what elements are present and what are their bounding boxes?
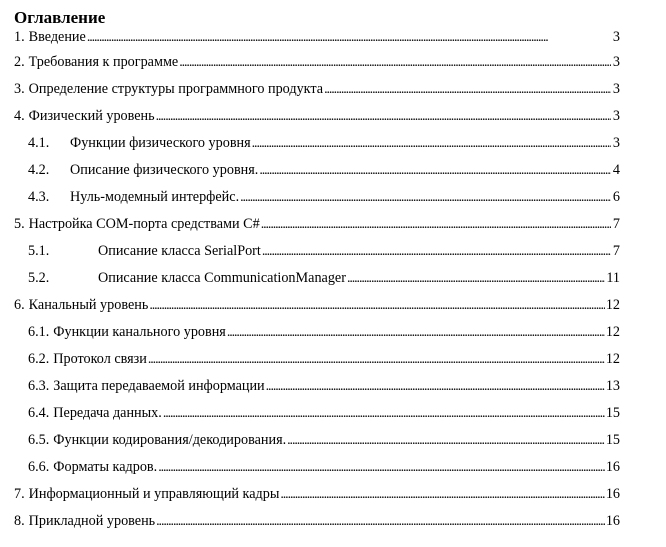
toc-entry[interactable] bbox=[14, 324, 620, 351]
toc-entry-label bbox=[28, 459, 157, 476]
toc-entry-number: 1. bbox=[14, 29, 25, 45]
toc-entry[interactable] bbox=[14, 378, 620, 405]
toc-entry-text: Защита передаваемой информации bbox=[53, 378, 265, 394]
toc-entry-number: 6.5. bbox=[28, 432, 50, 448]
toc-page-number: 16 bbox=[605, 459, 620, 475]
toc-entry-text: Функции канального уровня bbox=[53, 324, 226, 340]
toc-entry[interactable] bbox=[14, 243, 620, 270]
table-of-contents bbox=[14, 8, 620, 540]
toc-entry-text: Описание класса CommunicationManager bbox=[98, 270, 346, 286]
toc-dot-leader bbox=[156, 109, 611, 125]
toc-entry-label bbox=[14, 297, 148, 314]
toc-entry-text: Нуль-модемный интерфейс. bbox=[70, 189, 240, 205]
toc-entry-text: Прикладной уровень bbox=[28, 513, 156, 529]
toc-page-number: 12 bbox=[605, 297, 620, 313]
toc-entry-number: 6.2. bbox=[28, 351, 50, 367]
toc-page-number: 3 bbox=[612, 29, 620, 45]
toc-page-number: 3 bbox=[612, 54, 620, 70]
toc-entry-label bbox=[28, 270, 346, 287]
toc-entry[interactable] bbox=[14, 162, 620, 189]
toc-dot-leader bbox=[87, 30, 611, 46]
toc-entry[interactable] bbox=[14, 54, 620, 81]
toc-entry[interactable] bbox=[14, 216, 620, 243]
toc-page-number: 6 bbox=[612, 189, 620, 205]
toc-page-number: 15 bbox=[605, 405, 620, 421]
toc-dot-leader bbox=[148, 352, 605, 368]
toc-dot-leader bbox=[324, 82, 611, 98]
toc-entry[interactable] bbox=[14, 270, 620, 297]
toc-entry[interactable] bbox=[14, 486, 620, 513]
toc-entry-text: Требования к программе bbox=[28, 54, 179, 70]
toc-dot-leader bbox=[156, 514, 605, 530]
toc-entry-label bbox=[28, 189, 239, 206]
toc-page-number: 13 bbox=[605, 378, 620, 394]
toc-entry[interactable] bbox=[14, 459, 620, 486]
toc-page-number: 12 bbox=[605, 351, 620, 367]
toc-entry-label bbox=[14, 108, 155, 125]
toc-entry-label bbox=[14, 513, 155, 530]
toc-entry-text: Информационный и управляющий кадры bbox=[28, 486, 280, 502]
toc-list bbox=[14, 29, 620, 540]
toc-entry-number: 4.1. bbox=[28, 135, 50, 151]
toc-entry-text: Определение структуры программного продукта bbox=[28, 81, 324, 97]
toc-entry[interactable] bbox=[14, 29, 620, 54]
toc-dot-leader bbox=[287, 433, 605, 449]
toc-entry-label bbox=[28, 405, 162, 422]
toc-dot-leader bbox=[158, 460, 605, 476]
toc-page-number: 11 bbox=[606, 270, 620, 286]
toc-dot-leader bbox=[259, 163, 611, 179]
toc-entry-label bbox=[28, 324, 226, 341]
toc-entry-text: Форматы кадров. bbox=[53, 459, 158, 475]
toc-page-number: 3 bbox=[612, 81, 620, 97]
toc-entry-number: 6.6. bbox=[28, 459, 50, 475]
toc-entry-number: 4.3. bbox=[28, 189, 50, 205]
toc-entry-label bbox=[28, 243, 261, 260]
toc-entry[interactable] bbox=[14, 432, 620, 459]
toc-entry[interactable] bbox=[14, 81, 620, 108]
toc-entry-number: 4. bbox=[14, 108, 25, 124]
toc-entry[interactable] bbox=[14, 135, 620, 162]
toc-dot-leader bbox=[240, 190, 611, 206]
toc-entry-number: 3. bbox=[14, 81, 25, 97]
toc-title: Оглавление bbox=[14, 8, 106, 27]
toc-page-number: 16 bbox=[605, 513, 620, 529]
toc-entry-label bbox=[14, 29, 86, 46]
toc-entry-text: Физический уровень bbox=[28, 108, 155, 124]
toc-entry-number: 5.1. bbox=[28, 243, 50, 259]
toc-entry-text: Функции кодирования/декодирования. bbox=[53, 432, 287, 448]
toc-dot-leader bbox=[163, 406, 605, 422]
toc-dot-leader bbox=[252, 136, 611, 152]
toc-entry-number: 5.2. bbox=[28, 270, 50, 286]
toc-dot-leader bbox=[149, 298, 605, 314]
toc-entry-label bbox=[28, 351, 147, 368]
toc-entry-text: Описание физического уровня. bbox=[70, 162, 259, 178]
toc-page-number: 3 bbox=[612, 108, 620, 124]
toc-entry-label bbox=[28, 135, 251, 152]
toc-entry-label bbox=[14, 81, 323, 98]
toc-entry-text: Введение bbox=[28, 29, 86, 45]
toc-entry-number: 6.3. bbox=[28, 378, 50, 394]
toc-entry-text: Протокол связи bbox=[53, 351, 147, 367]
toc-entry-text: Функции физического уровня bbox=[70, 135, 251, 151]
toc-entry-text: Настройка COM-порта средствами C# bbox=[28, 216, 260, 232]
toc-page-number: 12 bbox=[605, 324, 620, 340]
toc-entry-label bbox=[14, 486, 279, 503]
toc-entry-number: 6.1. bbox=[28, 324, 50, 340]
toc-dot-leader bbox=[261, 217, 611, 233]
toc-entry-text: Передача данных. bbox=[53, 405, 162, 421]
toc-entry[interactable] bbox=[14, 189, 620, 216]
toc-page-number: 3 bbox=[612, 135, 620, 151]
toc-entry-label bbox=[14, 216, 260, 233]
toc-entry-label bbox=[28, 162, 258, 179]
toc-entry-number: 8. bbox=[14, 513, 25, 529]
toc-entry-text: Описание класса SerialPort bbox=[98, 243, 261, 259]
toc-entry-number: 2. bbox=[14, 54, 25, 70]
toc-entry[interactable] bbox=[14, 405, 620, 432]
toc-dot-leader bbox=[266, 379, 605, 395]
toc-entry[interactable] bbox=[14, 108, 620, 135]
toc-entry-label bbox=[28, 432, 286, 449]
toc-dot-leader bbox=[179, 55, 611, 71]
toc-entry-label bbox=[14, 54, 178, 71]
toc-page-number: 4 bbox=[612, 162, 620, 178]
toc-dot-leader bbox=[262, 244, 611, 260]
toc-page-number: 7 bbox=[612, 216, 620, 232]
toc-entry-number: 4.2. bbox=[28, 162, 50, 178]
toc-dot-leader bbox=[227, 325, 605, 341]
toc-entry-number: 6.4. bbox=[28, 405, 50, 421]
toc-entry-number: 7. bbox=[14, 486, 25, 502]
toc-entry-number: 6. bbox=[14, 297, 25, 313]
toc-entry-number: 5. bbox=[14, 216, 25, 232]
toc-entry-text: Канальный уровень bbox=[28, 297, 149, 313]
toc-dot-leader bbox=[280, 487, 604, 503]
toc-entry[interactable] bbox=[14, 297, 620, 324]
toc-entry-label bbox=[28, 378, 265, 395]
toc-dot-leader bbox=[347, 271, 605, 287]
toc-entry[interactable] bbox=[14, 513, 620, 540]
toc-entry[interactable] bbox=[14, 351, 620, 378]
toc-page-number: 16 bbox=[605, 486, 620, 502]
toc-page-number: 15 bbox=[605, 432, 620, 448]
toc-page-number: 7 bbox=[612, 243, 620, 259]
